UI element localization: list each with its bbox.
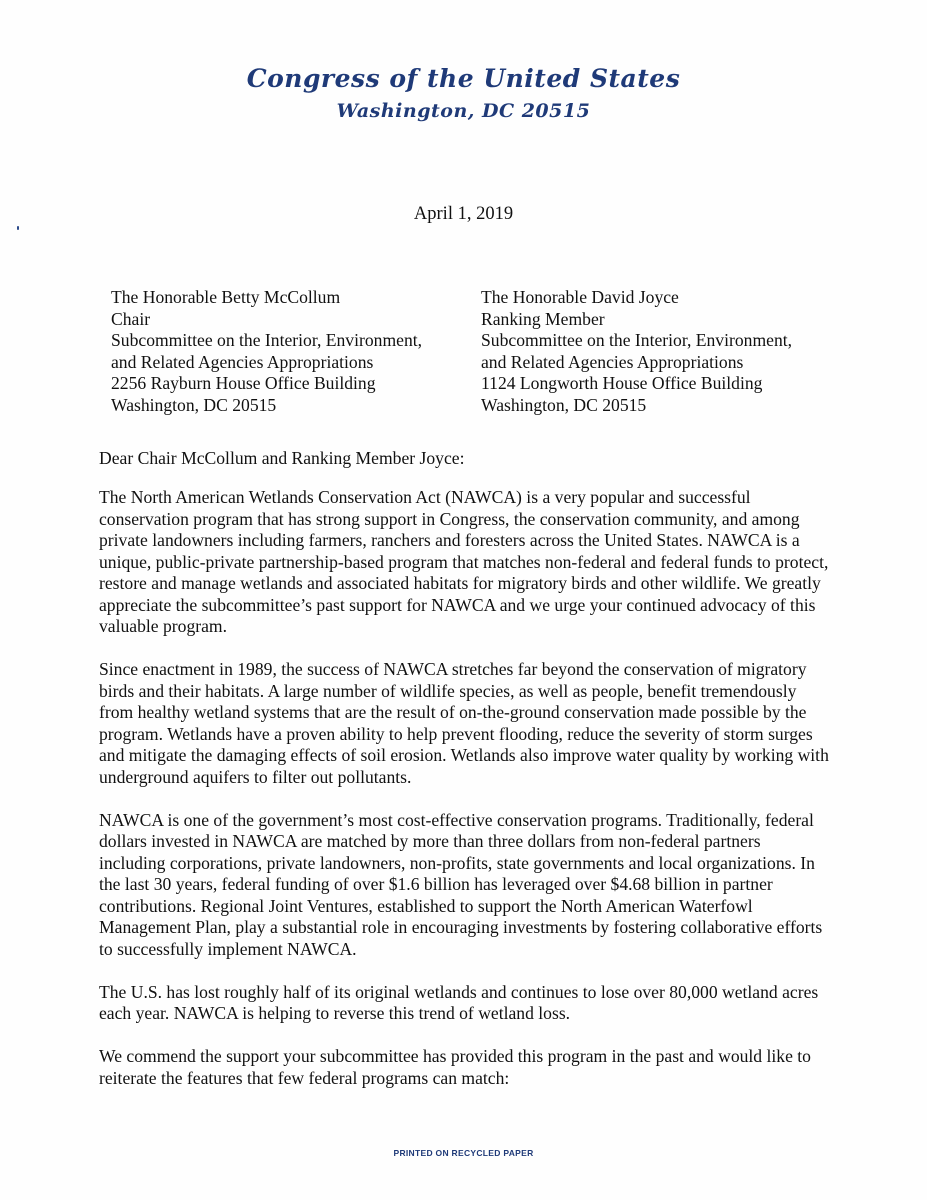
address-line: Chair	[111, 308, 151, 329]
body-paragraph: The North American Wetlands Conservation Act (NAWCA) is a very popular and successful conservation program that has strong support in Congress, the conservation community, and among private landowners including farmers, ranchers and foresters across the United States. NAWCA is a unique, public-private partnership-based program that matches non-federal and federal funds to protect, restore and manage wetlands and associated habitats for migratory birds and other wildlife. We greatly appreciate the subcommittee’s past support for NAWCA and we urge your continued advocacy of this valuable program.	[99, 487, 829, 636]
address-line: Washington, DC 20515	[481, 394, 647, 415]
letter-date: April 1, 2019	[413, 204, 514, 224]
letter-body	[99, 487, 831, 1111]
address-line: Subcommittee on the Interior, Environment,	[111, 330, 423, 350]
body-paragraph: Since enactment in 1989, the success of NAWCA stretches far beyond the conservation of migratory birds and their habitats. A large number of wildlife species, as well as people, benefit tremendously from healthy wetland systems that are the result of on-the-ground conservation made possible by the program. Wetlands have a proven ability to help prevent flooding, reduce the severity of storm surges and mitigate the damaging effects of soil erosion. Wetlands also improve water quality by working with underground aquifers to filter out pollutants.	[99, 659, 829, 787]
address-line: 1124 Longworth House Office Building	[481, 373, 763, 393]
address-line: The Honorable David Joyce	[481, 287, 679, 307]
address-line: 2256 Rayburn House Office Building	[111, 373, 376, 393]
letterhead-title: Congress of the United States	[246, 64, 681, 93]
address-line: and Related Agencies Appropriations	[481, 351, 744, 372]
address-line: Subcommittee on the Interior, Environment,	[481, 330, 793, 350]
salutation: Dear Chair McCollum and Ranking Member Joyce:	[99, 448, 465, 468]
scan-speck	[17, 226, 19, 230]
body-paragraph: NAWCA is one of the government’s most cost-effective conservation programs. Traditionally, federal dollars invested in NAWCA are matched by more than three dollars from non-federal partners including corporations, private landowners, non-profits, state governments and local organizations. In the last 30 years, federal funding of over $1.6 billion has leveraged over $4.68 billion in partner contributions. Regional Joint Ventures, established to support the North American Waterfowl Management Plan, play a substantial role in encouraging investments by fostering collaborative efforts to successfully implement NAWCA.	[99, 809, 823, 959]
recipient-address-left	[111, 287, 422, 416]
address-line: Washington, DC 20515	[111, 394, 277, 415]
recycled-paper-footer: PRINTED ON RECYCLED PAPER	[393, 1148, 534, 1158]
letterhead-subtitle: Washington, DC 20515	[336, 100, 591, 122]
recipient-address-right	[481, 287, 792, 416]
address-line: Ranking Member	[481, 308, 605, 329]
body-paragraph: We commend the support your subcommittee has provided this program in the past and would like to reiterate the features that few federal programs can match:	[99, 1046, 811, 1088]
body-paragraph: The U.S. has lost roughly half of its original wetlands and continues to lose over 80,000 wetland acres each year. NAWCA is helping to reverse this trend of wetland loss.	[99, 981, 819, 1023]
address-line: The Honorable Betty McCollum	[111, 287, 341, 307]
address-line: and Related Agencies Appropriations	[111, 351, 374, 372]
